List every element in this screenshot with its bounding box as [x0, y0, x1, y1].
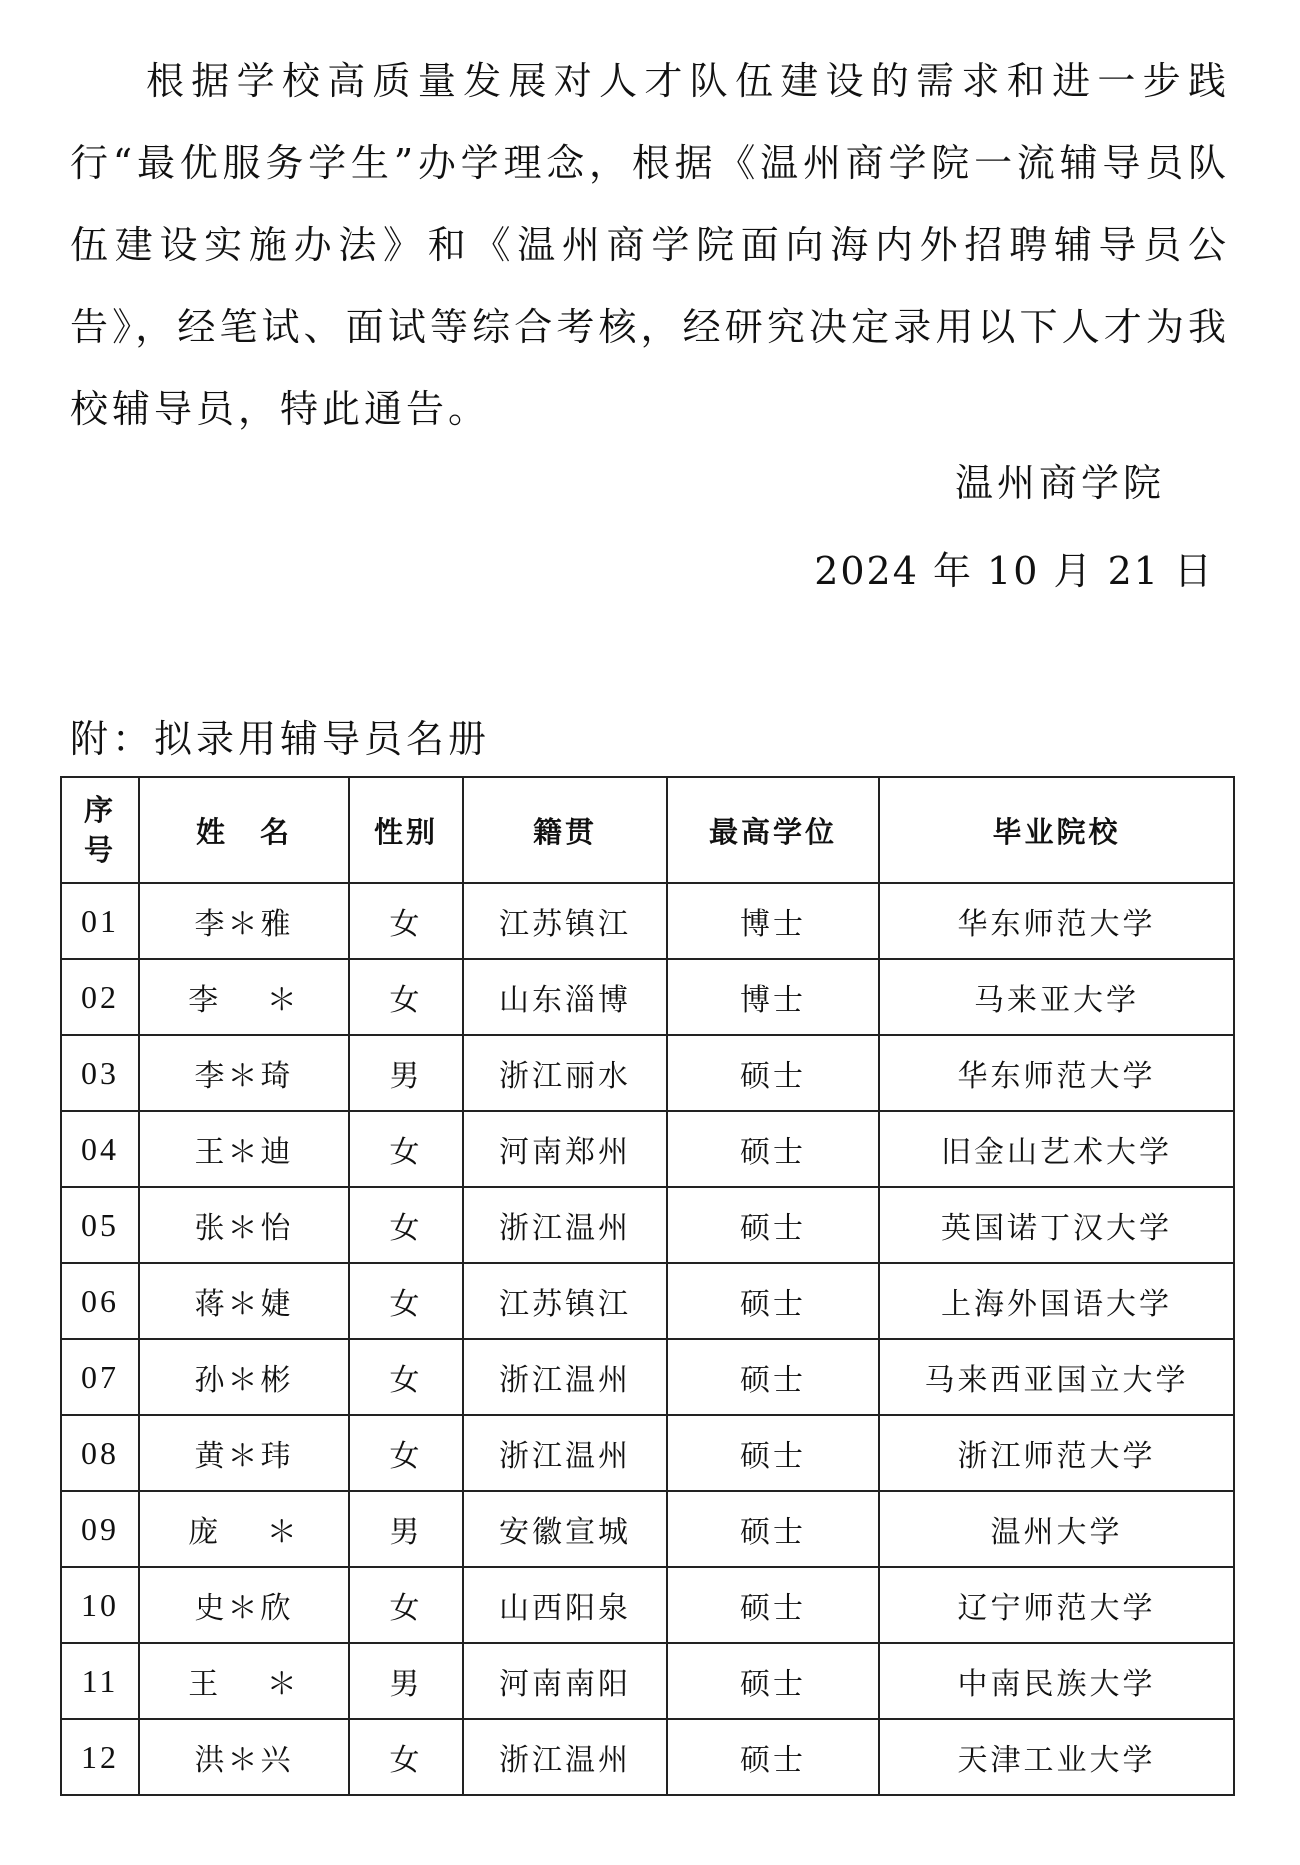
cell-seq: 08 [61, 1415, 139, 1491]
cell-degree: 硕士 [667, 1339, 879, 1415]
header-degree: 最高学位 [667, 777, 879, 883]
cell-seq: 02 [61, 959, 139, 1035]
cell-origin: 江苏镇江 [463, 883, 667, 959]
cell-degree: 硕士 [667, 1719, 879, 1795]
table-row [61, 1567, 1234, 1643]
cell-name: 李＊雅 [139, 883, 349, 959]
header-name: 姓 名 [139, 777, 349, 883]
cell-degree: 硕士 [667, 1415, 879, 1491]
cell-school: 华东师范大学 [879, 883, 1234, 959]
cell-seq: 04 [61, 1111, 139, 1187]
cell-origin: 浙江温州 [463, 1719, 667, 1795]
header-gender: 性别 [349, 777, 463, 883]
cell-gender: 女 [349, 1567, 463, 1643]
table-row [61, 1643, 1234, 1719]
cell-name: 史＊欣 [139, 1567, 349, 1643]
cell-school: 浙江师范大学 [879, 1415, 1234, 1491]
table-row [61, 883, 1234, 959]
cell-school: 马来西亚国立大学 [879, 1339, 1234, 1415]
cell-school: 上海外国语大学 [879, 1263, 1234, 1339]
cell-name: 孙＊彬 [139, 1339, 349, 1415]
cell-gender: 女 [349, 1111, 463, 1187]
header-seq-line2: 号 [83, 833, 116, 867]
cell-school: 中南民族大学 [879, 1643, 1234, 1719]
cell-degree: 硕士 [667, 1491, 879, 1567]
header-seq [61, 777, 139, 883]
cell-name: 王＊迪 [139, 1111, 349, 1187]
cell-seq: 07 [61, 1339, 139, 1415]
cell-gender: 女 [349, 1187, 463, 1263]
cell-school: 马来亚大学 [879, 959, 1234, 1035]
cell-school: 辽宁师范大学 [879, 1567, 1234, 1643]
cell-gender: 女 [349, 959, 463, 1035]
table-row [61, 1415, 1234, 1491]
cell-seq: 03 [61, 1035, 139, 1111]
table-row [61, 959, 1234, 1035]
cell-degree: 博士 [667, 959, 879, 1035]
table-row [61, 1719, 1234, 1795]
header-school: 毕业院校 [879, 777, 1234, 883]
cell-gender: 男 [349, 1491, 463, 1567]
signature-date: 2024 年 10 月 21 日 [814, 549, 1214, 593]
cell-gender: 男 [349, 1643, 463, 1719]
cell-origin: 安徽宣城 [463, 1491, 667, 1567]
cell-name: 李＊琦 [139, 1035, 349, 1111]
cell-school: 天津工业大学 [879, 1719, 1234, 1795]
cell-degree: 博士 [667, 883, 879, 959]
cell-gender: 女 [349, 1263, 463, 1339]
cell-seq: 11 [61, 1643, 139, 1719]
cell-name: 王 ＊ [139, 1643, 349, 1719]
cell-origin: 浙江温州 [463, 1187, 667, 1263]
table-row [61, 1111, 1234, 1187]
table-header-row [61, 777, 1234, 883]
cell-name: 蒋＊婕 [139, 1263, 349, 1339]
cell-degree: 硕士 [667, 1035, 879, 1111]
cell-name: 张＊怡 [139, 1187, 349, 1263]
cell-origin: 河南郑州 [463, 1111, 667, 1187]
cell-degree: 硕士 [667, 1111, 879, 1187]
cell-name: 洪＊兴 [139, 1719, 349, 1795]
cell-degree: 硕士 [667, 1187, 879, 1263]
cell-gender: 女 [349, 883, 463, 959]
cell-name: 黄＊玮 [139, 1415, 349, 1491]
cell-origin: 浙江丽水 [463, 1035, 667, 1111]
table-row [61, 1339, 1234, 1415]
table-body [61, 883, 1234, 1795]
cell-origin: 河南南阳 [463, 1643, 667, 1719]
cell-name: 庞 ＊ [139, 1491, 349, 1567]
cell-seq: 01 [61, 883, 139, 959]
header-origin: 籍贯 [463, 777, 667, 883]
cell-origin: 浙江温州 [463, 1339, 667, 1415]
cell-degree: 硕士 [667, 1567, 879, 1643]
table-row [61, 1491, 1234, 1567]
cell-school: 华东师范大学 [879, 1035, 1234, 1111]
header-seq-line1: 序 [83, 793, 116, 827]
cell-school: 英国诺丁汉大学 [879, 1187, 1234, 1263]
signature-organization: 温州商学院 [955, 461, 1166, 505]
table-row [61, 1263, 1234, 1339]
cell-seq: 06 [61, 1263, 139, 1339]
cell-seq: 12 [61, 1719, 139, 1795]
cell-seq: 05 [61, 1187, 139, 1263]
cell-seq: 10 [61, 1567, 139, 1643]
table-row [61, 1187, 1234, 1263]
cell-school: 旧金山艺术大学 [879, 1111, 1234, 1187]
counselor-roster-table [60, 776, 1235, 1796]
cell-gender: 女 [349, 1719, 463, 1795]
cell-origin: 山东淄博 [463, 959, 667, 1035]
cell-gender: 男 [349, 1035, 463, 1111]
cell-degree: 硕士 [667, 1643, 879, 1719]
intro-paragraph: 根据学校高质量发展对人才队伍建设的需求和进一步践行“最优服务学生”办学理念，根据《温州商学院一流辅导员队伍建设实施办法》和《温州商学院面向海内外招聘辅导员公告》，经笔试、面试等综合考核，经研究决定录用以下人才为我校辅导员，特此通告。 [70, 59, 1230, 431]
cell-gender: 女 [349, 1415, 463, 1491]
table-row [61, 1035, 1234, 1111]
cell-school: 温州大学 [879, 1491, 1234, 1567]
cell-seq: 09 [61, 1491, 139, 1567]
attachment-title: 附：拟录用辅导员名册 [70, 717, 491, 761]
cell-name: 李 ＊ [139, 959, 349, 1035]
cell-origin: 浙江温州 [463, 1415, 667, 1491]
cell-gender: 女 [349, 1339, 463, 1415]
cell-degree: 硕士 [667, 1263, 879, 1339]
cell-origin: 山西阳泉 [463, 1567, 667, 1643]
cell-origin: 江苏镇江 [463, 1263, 667, 1339]
